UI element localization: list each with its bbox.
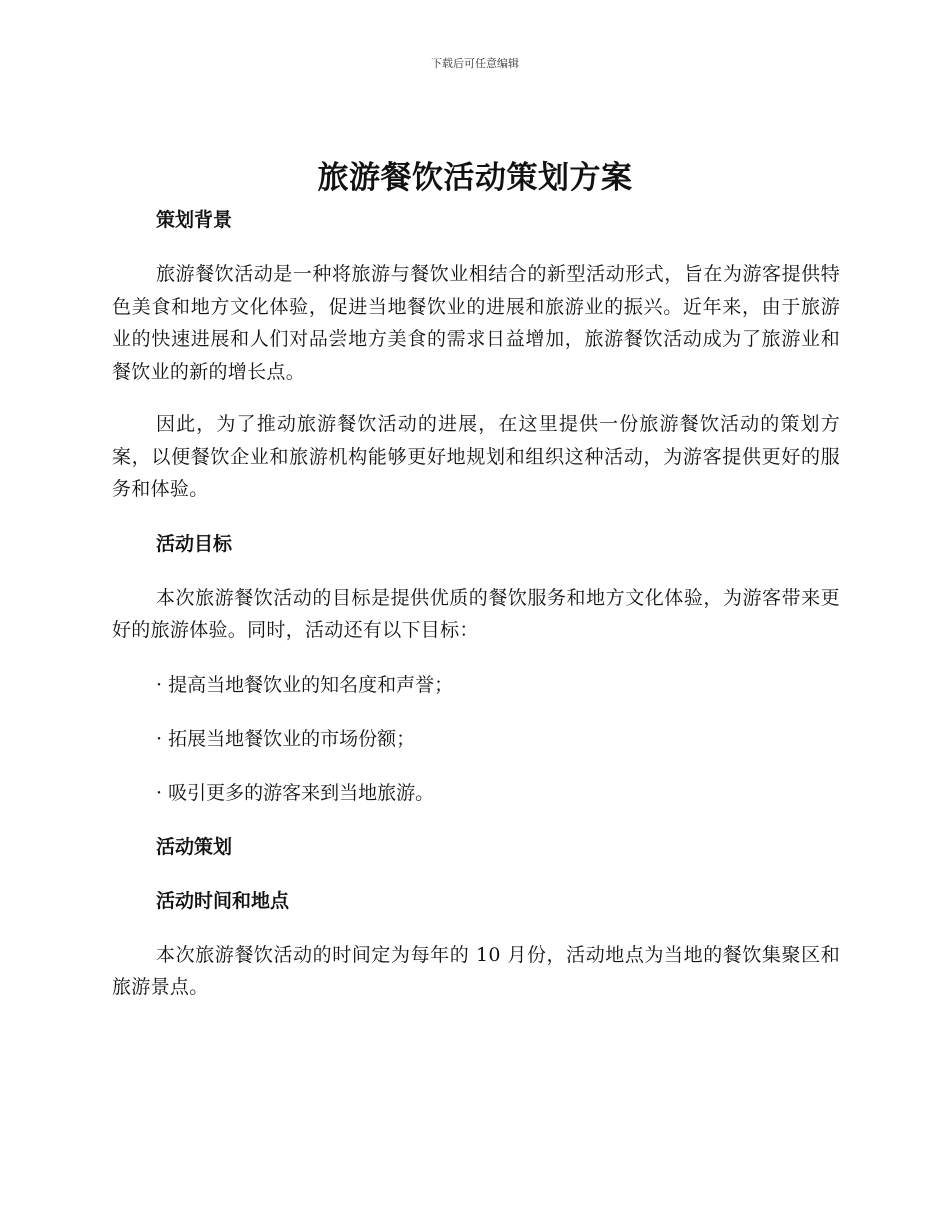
document-body — [112, 204, 840, 1004]
section-heading-background: 策划背景 — [156, 209, 233, 231]
section-heading-goals: 活动目标 — [156, 532, 233, 555]
goal-bullet: · 吸引更多的游客来到当地旅游。 — [156, 781, 435, 804]
document-title: 旅游餐饮活动策划方案 — [317, 160, 633, 196]
background-paragraph-1: 旅游餐饮活动是一种将旅游与餐饮业相结合的新型活动形式，旨在为游客提供特色美食和地方文化体验，促进当地餐饮业的进展和旅游业的振兴。近年来，由于旅游业的快速进展和人们对品尝地方美食的需求日益增加，旅游餐饮活动成为了旅游业和餐饮业的新的增长点。 — [112, 263, 840, 383]
background-paragraph-2: 因此，为了推动旅游餐饮活动的进展，在这里提供一份旅游餐饮活动的策划方案，以便餐饮企业和旅游机构能够更好地规划和组织这种活动，为游客提供更好的服务和体验。 — [112, 413, 840, 500]
goals-paragraph: 本次旅游餐饮活动的目标是提供优质的餐饮服务和地方文化体验，为游客带来更好的旅游体验。同时，活动还有以下目标： — [112, 586, 840, 641]
section-heading-time-place: 活动时间和地点 — [156, 889, 290, 912]
goal-bullet: · 拓展当地餐饮业的市场份额； — [156, 727, 416, 750]
goal-bullet: · 提高当地餐饮业的知名度和声誉； — [156, 673, 454, 696]
page-header-note: 下载后可任意编辑 — [431, 57, 519, 70]
time-place-paragraph: 本次旅游餐饮活动的时间定为每年的 10 月份，活动地点为当地的餐饮集聚区和旅游景点。 — [112, 943, 840, 998]
section-heading-planning: 活动策划 — [156, 835, 233, 858]
